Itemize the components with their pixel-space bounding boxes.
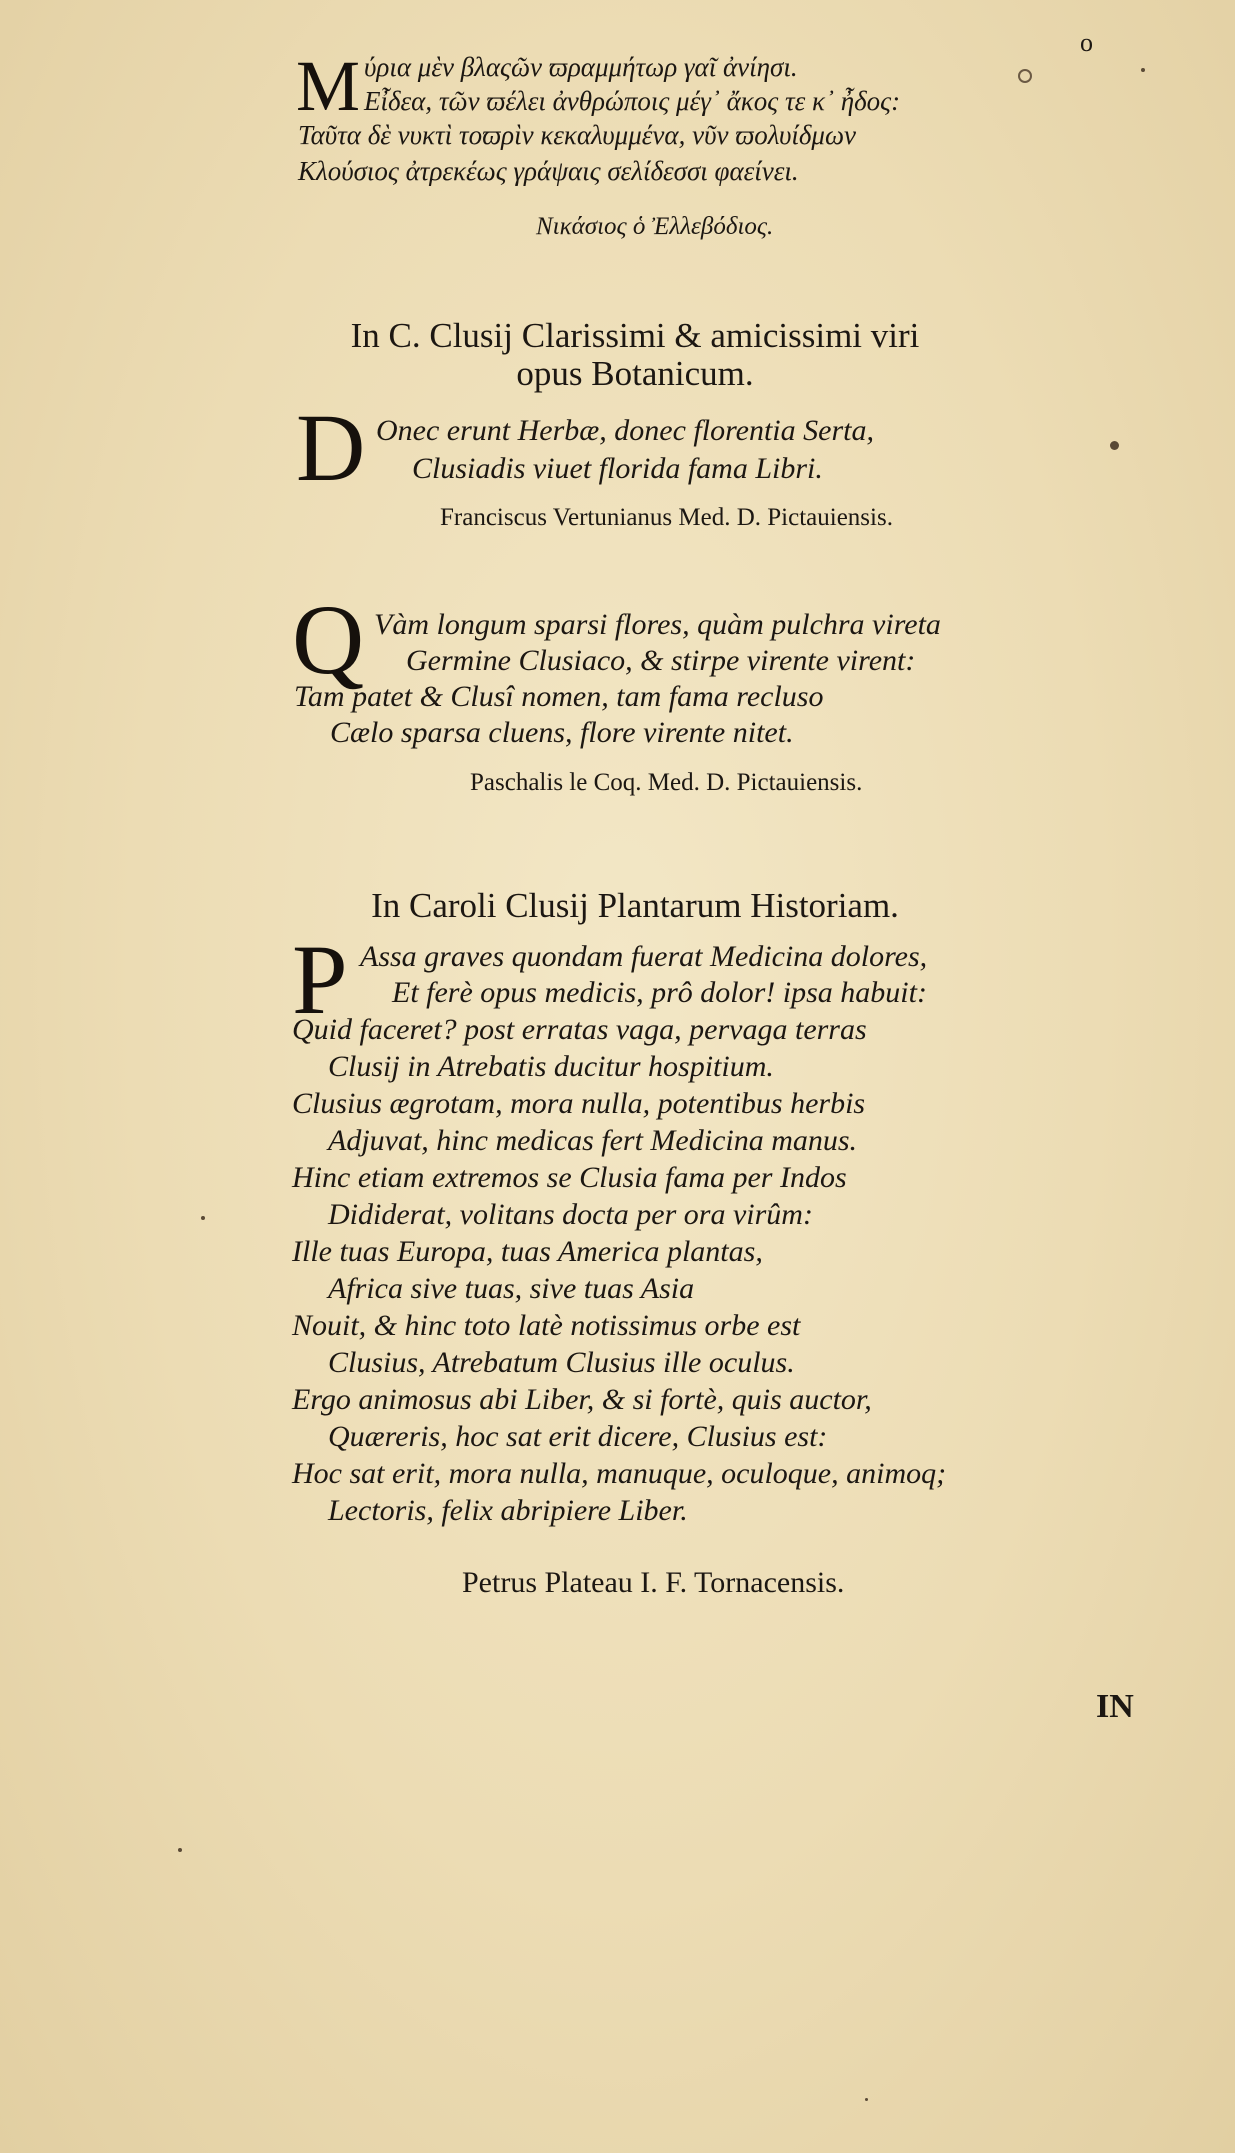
poem1-dropcap: D [296,394,366,501]
poem-line: Assa graves quondam fuerat Medicina dolores, [360,940,928,973]
poem1-heading-line2: opus Botanicum. [516,354,754,393]
poem-line: Clusiadis viuet florida fama Libri. [412,452,823,485]
poem-line: Quid faceret? post erratas vaga, pervaga terras [292,1013,867,1046]
poem-line: Cælo sparsa cluens, flore virente nitet. [330,716,794,749]
poem3-signature: Petrus Plateau I. F. Tornacensis. [462,1566,845,1599]
ink-speck [201,1216,205,1220]
greek-signature: Νικάσιος ὁ Ἐλλεβόδιος. [536,213,774,240]
poem-line: Tam patet & Clusî nomen, tam fama recluso [294,680,824,713]
catchword: IN [1096,1688,1134,1725]
poem3 [292,924,947,1527]
poem-line: Onec erunt Herbæ, donec florentia Serta, [376,414,874,447]
poem-line: Lectoris, felix abripiere Liber. [328,1494,688,1527]
poem-line: Ergo animosus abi Liber, & si fortè, quis auctor, [292,1383,872,1416]
poem-line: Dididerat, volitans docta per ora virûm: [328,1198,813,1231]
poem-line: Hinc etiam extremos se Clusia fama per Indos [292,1161,847,1194]
poem2 [292,584,941,752]
poem-line: Adjuvat, hinc medicas fert Medicina manus. [328,1124,858,1157]
folio-mark [1080,28,1093,58]
greek-line: Εἶδεα, τῶν ϖέλει ἀνθρώποις μέγ᾽ ἄκος τε κ᾽ ἦδος: [364,86,901,116]
poem-line: Clusius ægrotam, mora nulla, potentibus herbis [292,1087,866,1120]
poem-line: Quæreris, hoc sat erit dicere, Clusius est: [328,1420,828,1453]
poem-line: Nouit, & hinc toto latè notissimus orbe est [292,1309,801,1342]
ink-speck [1018,69,1032,83]
greek-epigram [296,46,936,250]
poem-line: Germine Clusiaco, & stirpe virente virent: [406,644,916,677]
poem2-dropcap: Q [292,584,365,695]
folio-mark-text: o [1080,28,1093,57]
poem-line: Clusius, Atrebatum Clusius ille oculus. [328,1346,795,1379]
greek-line: ύρια μὲν βλαςῶν ϖραμμήτωρ γαῖ ἀνίησι. [364,52,798,82]
poem-line: Hoc sat erit, mora nulla, manuque, oculoque, animoq; [292,1457,947,1490]
ink-speck [1110,441,1119,450]
ink-speck [178,1848,182,1852]
poem3-heading: In Caroli Clusij Plantarum Historiam. [371,886,899,925]
poem-line: Ille tuas Europa, tuas America plantas, [292,1235,763,1268]
greek-dropcap: M [296,46,361,126]
poem-line: Vàm longum sparsi flores, quàm pulchra vireta [374,608,941,641]
poem1-signature: Franciscus Vertunianus Med. D. Pictauiensis. [440,504,893,531]
poem-line: Et ferè opus medicis, prô dolor! ipsa habuit: [392,976,927,1009]
poem3-dropcap: P [292,924,348,1035]
greek-line: Ταῦτα δὲ νυκτὶ τοϖρὶν κεκαλυμμένα, νῦν ϖολυίδμων [298,120,857,150]
greek-line: Κλούσιος ἀτρεκέως γράψαις σελίδεσσι φαείνει. [298,156,799,186]
poem-line: Africa sive tuas, sive tuas Asia [328,1272,695,1305]
ink-speck [1141,68,1145,72]
poem2-signature: Paschalis le Coq. Med. D. Pictauiensis. [470,769,863,796]
ink-speck [865,2098,868,2101]
poem1-heading-line1: In C. Clusij Clarissimi & amicissimi viri [350,316,920,355]
poem-line: Clusij in Atrebatis ducitur hospitium. [328,1050,774,1083]
